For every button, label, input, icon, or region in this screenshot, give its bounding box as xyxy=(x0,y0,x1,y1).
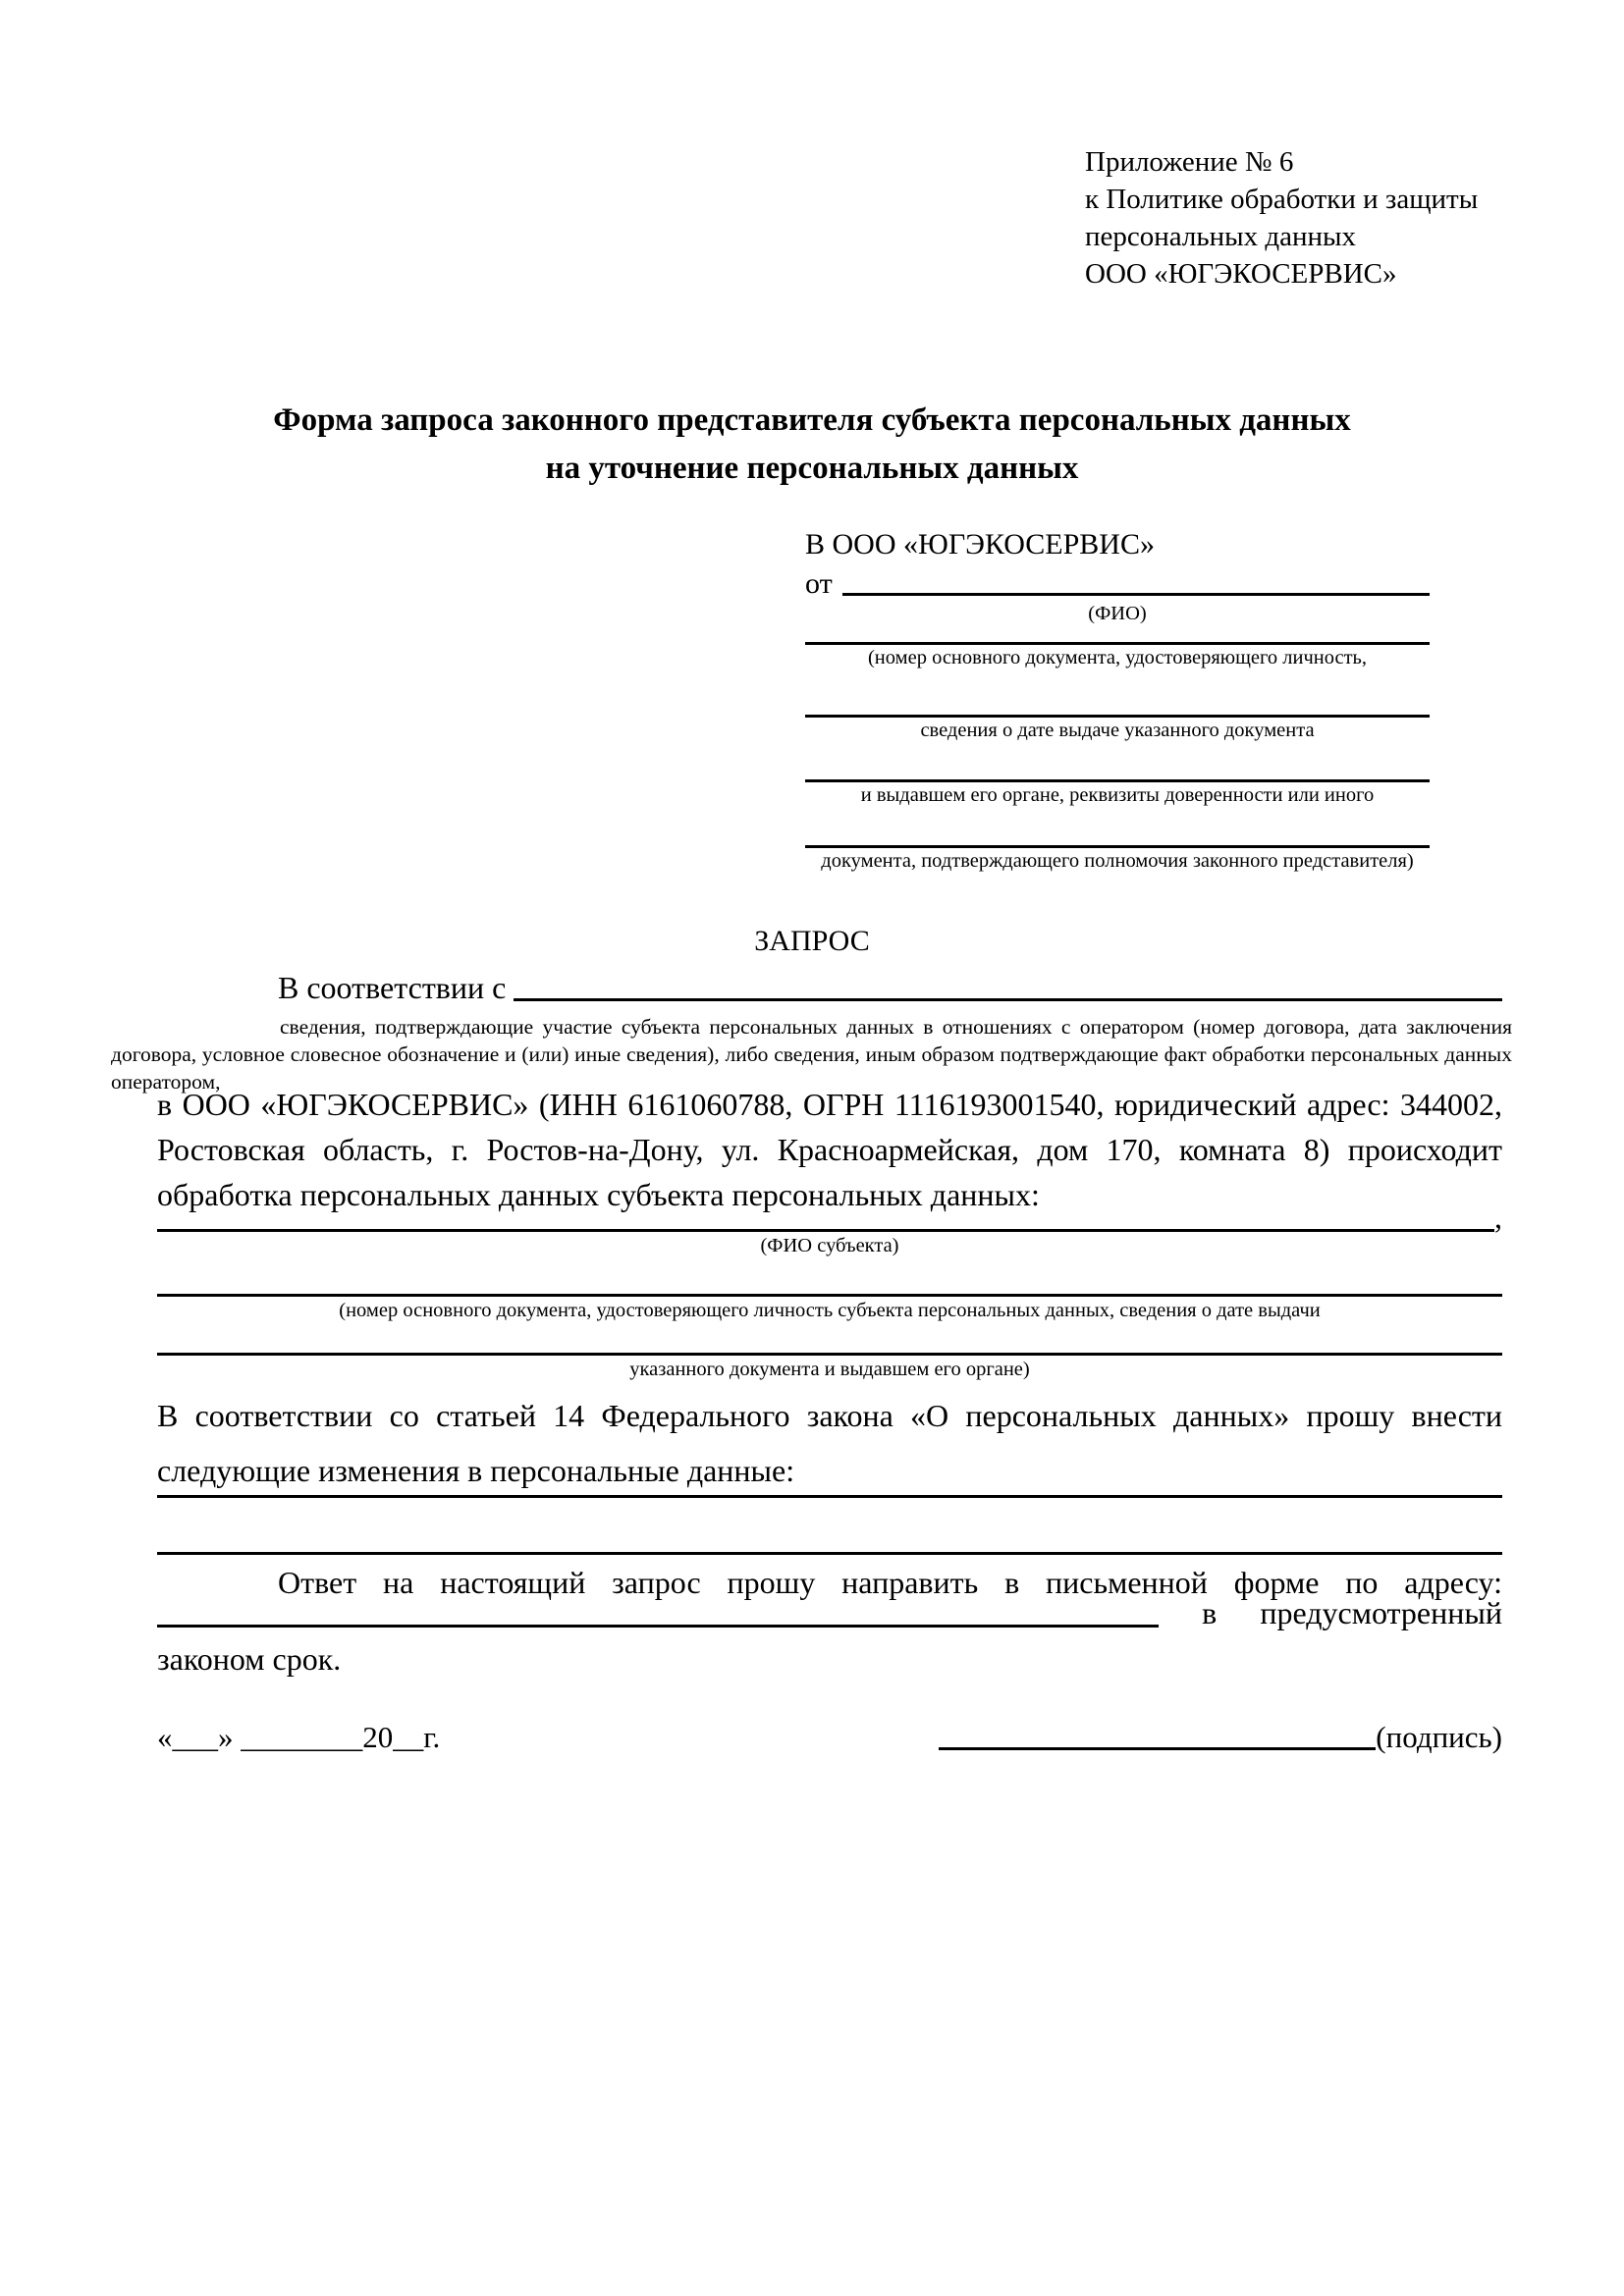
appendix-line: Приложение № 6 xyxy=(1085,146,1294,178)
doc-number-blank-line xyxy=(805,626,1430,645)
doc-issue-date-blank-line xyxy=(805,670,1430,718)
fio-blank-line xyxy=(842,567,1430,596)
answer-in: в xyxy=(1202,1595,1218,1630)
article-paragraph: В соответствии со статьей 14 Федерального закона «О персональных данных» прошу внести следующие изменения в персональные данные: xyxy=(157,1398,1502,1488)
from-row xyxy=(805,567,1430,601)
accordance-lead: В соответствии с xyxy=(278,970,507,1005)
subject-trailing-comma: , xyxy=(1494,1200,1502,1235)
answer-tail: законом срок. xyxy=(157,1641,342,1677)
subject-doc-row xyxy=(157,1255,1502,1297)
title-line-1: Форма запроса законного представителя субъекта персональных данных xyxy=(273,402,1351,438)
signature-caption: (подпись) xyxy=(1376,1720,1502,1754)
footer-row xyxy=(157,1720,1502,1755)
fio-caption: (ФИО) xyxy=(1088,603,1147,624)
answer-address-blank-line xyxy=(157,1592,1159,1628)
recipient-organization: В ООО «ЮГЭКОСЕРВИС» xyxy=(805,528,1155,561)
subject-fio-caption: (ФИО субъекта) xyxy=(760,1235,899,1256)
doc-caption-2: сведения о дате выдаче указанного документа xyxy=(920,720,1315,741)
doc-power-blank-line xyxy=(805,808,1430,848)
doc-authority-blank-line xyxy=(805,743,1430,782)
from-label: от xyxy=(805,567,833,600)
doc-caption-4: документа, подтверждающего полномочия законного представителя) xyxy=(821,850,1414,872)
changes-blank-line-1 xyxy=(157,1456,1502,1498)
fine-print-note: сведения, подтверждающие участие субъекта персональных данных в отношениях с оператором (номер договора, дата заключения договора, условное словесное обозначение и (или) иные сведения), либо сведения, иным образом подтверждающие факт обработки персональных данных оператором, xyxy=(111,1015,1512,1094)
appendix-line: персональных данных xyxy=(1085,221,1357,252)
accordance-blank-line xyxy=(514,970,1502,1001)
doc-caption-3: и выдавшем его органе, реквизиты доверенности или иного xyxy=(860,784,1375,806)
subject-fio-row xyxy=(157,1190,1502,1235)
answer-address-row xyxy=(157,1592,1502,1631)
subject-doc-caption-1: (номер основного документа, удостоверяющего личность субъекта персональных данных, сведения о дате выдачи xyxy=(339,1300,1321,1321)
appendix-header xyxy=(1085,143,1478,293)
title-line-2: на уточнение персональных данных xyxy=(545,451,1079,486)
appendix-line: к Политике обработки и защиты xyxy=(1085,184,1479,215)
changes-blank-line-2 xyxy=(157,1513,1502,1555)
answer-line-1: Ответ на настоящий запрос прошу направить в письменной форме по адресу: xyxy=(278,1565,1502,1600)
appendix-line: ООО «ЮГЭКОСЕРВИС» xyxy=(1085,258,1397,290)
subject-fio-blank-line xyxy=(157,1190,1494,1232)
request-heading: ЗАПРОС xyxy=(754,925,870,957)
subject-doc-caption-2: указанного документа и выдавшем его органе) xyxy=(629,1359,1030,1380)
answer-word: предусмотренный xyxy=(1260,1595,1502,1630)
doc-caption-1: (номер основного документа, удостоверяющего личность, xyxy=(867,647,1368,668)
signature-group xyxy=(939,1720,1502,1755)
subject-doc-blank-line-2 xyxy=(157,1313,1502,1356)
accordance-row xyxy=(157,970,1502,1006)
date-line: «___» ________20__г. xyxy=(157,1720,441,1754)
subject-doc-row-2 xyxy=(157,1313,1502,1356)
subject-doc-blank-line xyxy=(157,1255,1502,1297)
document-title xyxy=(157,397,1467,493)
operator-paragraph: в ООО «ЮГЭКОСЕРВИС» (ИНН 6161060788, ОГРН 1116193001540, юридический адрес: 344002, Ростовская область, г. Ростов-на-Дону, ул. Красноармейская, дом 170, комната 8) происходит обработка персональных данных субъекта персональных данных: xyxy=(157,1087,1502,1212)
recipient-block xyxy=(805,528,1430,874)
signature-blank-line xyxy=(939,1720,1376,1750)
